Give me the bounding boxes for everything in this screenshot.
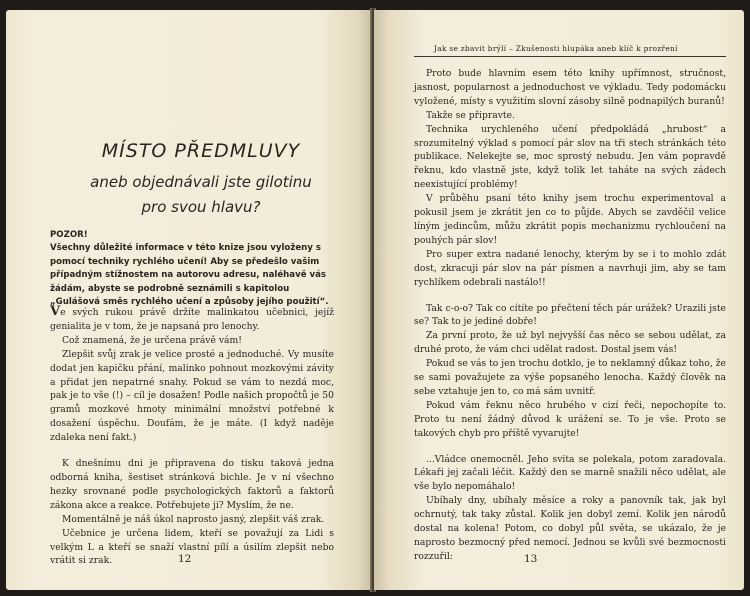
paragraph: Ubíhaly dny, ubíhaly měsíce a roky a panovník tak, jak byl ochrnutý, tak taky zůstal. Kolik jen dobyl zemí. Kolik jen národů dostal na kolena! Potom, co dobyl půl světa, se ukázalo, že je naprosto bezmocný před nemocí. Jednou se kvůli své bezmocnosti rozzuřil: xyxy=(414,495,726,562)
paragraph: Tak c-o-o? Tak co cítíte po přečtení těch pár urážek? Urazili jste se? Tak to je jediné dobře! xyxy=(414,302,726,328)
page-number-right: 13 xyxy=(524,553,538,565)
warning-text: Všechny důležité informace v této knize jsou vyloženy s pomocí techniky rychlého učení! Aby se předešlo vašim případným stížnostem na autorovu adresu, naléhavě vás žádám, abyste se podrobně seznámili s kapitolou „Gulášová směs rychlého učení a způsoby jejího použití“. xyxy=(50,243,329,308)
paragraph: ...Vládce onemocněl. Jeho svita se polekala, potom zaradovala. Lékaři jej začali léčit. Každý den se marně snažili něco udělat, ale vše bylo nepomáhalo! xyxy=(414,453,726,493)
paragraph: Takže se připravte. xyxy=(426,109,515,121)
paragraph: Proto bude hlavním esem této knihy upřímnost, stručnost, jasnost, popularnost a jednoduchost ve výkladu. Tedy podomácku vyložené, místy s využitím slovní zásoby silně podnapilých buranů! xyxy=(414,68,726,107)
chapter-subtitle-line: aneb objednávali jste gilotinu xyxy=(90,173,312,191)
paragraph: K dnešnímu dni je připravena do tisku taková jedna odborná kniha, šestiset stránková bichle. Je v ní všechno hezky srovnané podle psychologických faktorů a faktorů zákona akce a reakce. Potřebujete ji? Myslím, že ne. xyxy=(50,458,334,511)
left-page xyxy=(6,10,372,590)
paragraph: Pro super extra nadané lenochy, kterým by se i to mohlo zdát dost, zkracuji pár slov na pár písmen a navrhuji jim, aby se tam rychlíkem odebrali nastálo!! xyxy=(414,248,726,288)
chapter-title: MÍSTO PŘEDMLUVY xyxy=(101,140,301,162)
paragraph: Momentálně je náš úkol naprosto jasný, zlepšit váš zrak. xyxy=(62,513,325,525)
running-header: Jak se zbavit brýlí – Zkušenosti hlupáka aneb klíč k prozření xyxy=(434,44,678,53)
left-body-text xyxy=(50,305,334,568)
paragraph: Pokud se vás to jen trochu dotklo, je to neklamný důkaz toho, že se sami považujete za výše popsaného lenocha. Každý člověk na sebe vztahuje jen to, co má sám uvnitř. xyxy=(414,358,726,397)
page-number-left: 12 xyxy=(178,553,192,565)
right-page xyxy=(374,10,744,590)
paragraph: V průběhu psaní této knihy jsem trochu experimentoval a pokusil jsem je zkrátit jen co to půjde. Abych se zavděčil velice líným jedincům, můžu zkrátit popis mechanizmu rychloučení na pouhých pár slov! xyxy=(414,193,726,246)
paragraph: Za první proto, že už byl nejvyšší čas něco se sebou udělat, za druhé proto, že vám chci udělat radost. Dostal jsem vás! xyxy=(414,330,726,356)
first-paragraph xyxy=(50,305,334,334)
warning-heading: POZOR! xyxy=(50,230,88,240)
paragraph: Učebnice je určena lidem, kteří se považují za Lidi s velkým L a kteří se snaží vlastní pílí a úsilím zlepšit nebo vrátit si zrak. xyxy=(50,527,334,567)
drop-cap: V xyxy=(50,304,61,319)
right-body-text xyxy=(414,67,726,564)
paragraph: Zlepšit svůj zrak je velice prosté a jednoduché. Vy musíte dodat jen kapičku přání, malinko pohnout mozkovými závity a přidat jen nepatrné snahy. Pokud se vám to nezdá moc, pak je to vše (!) – cíl je dosažen! Podle našich propočtů je 50 gramů mozkové hmoty minimální množství potřebné k dosažení úspěchu. Doufám, že je máte. (I když naděje zdaleka není fakt.) xyxy=(50,348,334,444)
paragraph: Což znamená, že je určena právě vám! xyxy=(62,334,242,346)
paragraph: Technika urychleného učení předpokládá „hrubost“ a srozumitelný výklad s pomocí pár slov na tři stech stránkách této publikace. Nelekejte se, moc sprostý nebudu. Jen vám popravdě řeknu, kdo vlastně jste, když tolik let taháte na svých zádech neexistující problémy! xyxy=(414,123,726,191)
paragraph: Pokud vám řeknu něco hrubého v cizí řeči, nepochopíte to. Proto tu není žádný důvod k urážení se. To je vše. Proto se takových chyb pro příště vyvarujte! xyxy=(414,399,726,439)
chapter-subtitle-line: pro svou hlavu? xyxy=(141,198,261,216)
chapter-subtitle xyxy=(66,170,336,220)
warning-box xyxy=(50,229,334,309)
header-rule xyxy=(414,56,726,57)
first-paragraph-text: e svých rukou právě držíte malinkatou učebnici, jejíž genialita je v tom, že je napsaná pro lenochy. xyxy=(50,307,334,332)
